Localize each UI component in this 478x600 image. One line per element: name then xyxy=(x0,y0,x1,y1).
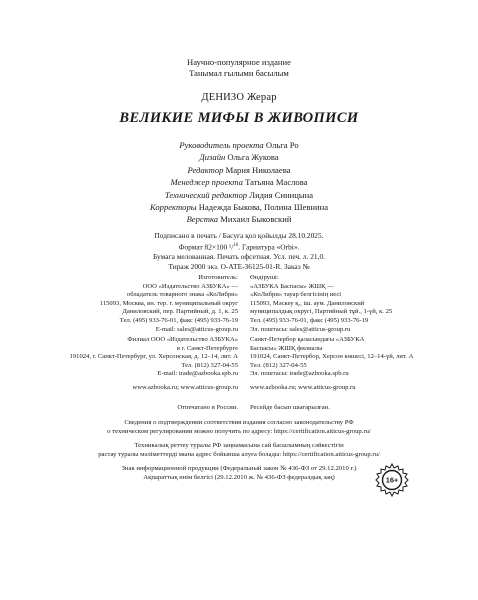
info-mark-ru: Знак информационной продукции (Федеральный закон № 436-ФЗ от 29.12.2010 г.) xyxy=(121,465,357,473)
branch-ru xyxy=(70,336,238,379)
age-rating-badge xyxy=(375,463,409,497)
publisher-ru-line: ООО «Издательство АЗБУКА» — xyxy=(142,282,238,290)
publisher-ru-line: Тел. (495) 933-76-01, факс (495) 933-76-19 xyxy=(119,316,238,324)
publisher-ru-line: обладатель товарного знака «КоЛибри» xyxy=(126,291,238,299)
publisher-ru-email: E-mail: sales@atticus-group.ru xyxy=(155,325,238,333)
print-paper: Бумага мелованная. Печать офсетная. Усл. печ. л. 21,0. xyxy=(152,252,326,262)
branch-ru-email: E-mail: trade@azbooka.spb.ru xyxy=(157,370,238,378)
credits-list xyxy=(0,139,478,226)
conformity-kz-line2: растау туралы мәліметтерді мына адрес бойынша алуға болады: https://certification.atticus-group.ru/ xyxy=(98,450,380,458)
author-name: ДЕНИЗО Жерар xyxy=(201,92,277,103)
branch-ru-line: Тел. (812) 327-04-55 xyxy=(181,361,238,369)
publisher-kz xyxy=(250,274,392,334)
websites-ru: www.azbooka.ru; www.atticus-group.ru xyxy=(132,384,238,391)
branch-kz-line: Баспасы» ЖШҚ филиалы xyxy=(250,344,323,352)
branch-kz-email: Эл. поштасы: trade@azbooka.spb.ru xyxy=(250,370,349,378)
conformity-ru-line2: о техническом регулировании можно получить по адресу: https://certification.atticus-group.ru/ xyxy=(107,427,371,435)
credit-line: Руководитель проекта Ольга Ро xyxy=(179,140,299,150)
publisher-ru-line: Даниловский, пер. Партийный, д. 1, к. 25 xyxy=(122,308,238,316)
print-run: Тираж 2000 экз. О-АТЕ-36125-01-R. Заказ № xyxy=(168,262,310,272)
publisher-ru-line: 115093, Москва, вн. тер. г. муниципальный округ xyxy=(99,299,238,307)
age-rating-frame-icon xyxy=(375,463,409,497)
printed-in-kz: Ресейде басып шығарылған. xyxy=(250,404,330,411)
publisher-ru xyxy=(100,274,238,334)
conformity-kz-line1: Техникалық реттеу туралы РФ заңнамасына сай басылымның сәйкестігін xyxy=(134,442,344,450)
publisher-kz-line: Тел. (495) 933-76-01, факс (495) 933-76-19 xyxy=(250,316,369,324)
conformity-ru-line1: Сведения о подтверждении соответствия издания согласно законодательству РФ xyxy=(124,419,354,426)
websites-kz: www.azbooka.ru; www.atticus-group.ru xyxy=(250,384,356,391)
credit-line: Технический редактор Лидия Синицына xyxy=(164,189,314,200)
publisher-kz-line: «АЗБУКА Баспасы» ЖШҚ — xyxy=(250,282,334,290)
info-mark-kz: Ақпараттық өнім белгісі (29.12.2010 ж. № 436-ФЗ федералдық заң) xyxy=(143,473,335,481)
printed-in-ru: Отпечатано в России. xyxy=(177,404,238,411)
branch-kz-line: Тел. (812) 327-04-55 xyxy=(250,361,307,369)
credit-line: Верстка Михаил Быковский xyxy=(186,214,292,225)
print-date: Подписано в печать / Басуға қол қойылды 28.10.2025. xyxy=(154,231,324,240)
edition-type-ru: Научно-популярное издание xyxy=(187,57,291,67)
edition-type xyxy=(0,57,478,79)
publisher-kz-line: 115093, Мәскеу қ., іш. аум. Даниловский xyxy=(250,299,365,307)
book-title: ВЕЛИКИЕ МИФЫ В ЖИВОПИСИ xyxy=(119,110,359,126)
credit-line: Редактор Мария Николаева xyxy=(187,164,291,175)
age-rating-label: 16+ xyxy=(385,475,399,485)
branch-ru-line: 191024, г. Санкт-Петербург, ул. Херсонская, д. 12–14, лит. А xyxy=(69,353,238,361)
publisher-kz-line: «КоЛибри» тауар белгісінің иесі xyxy=(250,291,342,299)
credit-line: Менеджер проекта Татьяна Маслова xyxy=(170,177,308,188)
branch-ru-line: Филиал ООО «Издательство АЗБУКА» xyxy=(127,336,238,343)
print-format: Формат 82×100 ¹/$^{16}$. Гарнитура «Orbi». xyxy=(178,242,300,252)
publisher-kz-line: муниципалдық округі, Партийный тұй., 1-үй, к. 25 xyxy=(250,308,393,316)
credit-line: Дизайн Ольга Жукова xyxy=(199,152,279,163)
branch-ru-line: в г. Санкт-Петербурге xyxy=(176,344,238,352)
edition-type-kz: Танымал ғылыми басылым xyxy=(189,68,289,78)
credit-line: Корректоры Надежда Быкова, Полина Шевнина xyxy=(149,202,329,213)
print-info xyxy=(0,231,478,272)
publisher-kz-email: Эл. поштасы: sales@atticus-group.ru xyxy=(250,325,351,333)
branch-kz xyxy=(250,336,413,379)
branch-kz-line: 191024, Санкт-Петербор, Херсон көшесі, 12–14-үй, лит. А xyxy=(250,353,414,361)
branch-kz-line: Санкт-Петербор қаласындағы «АЗБУКА xyxy=(250,336,365,343)
publisher-kz-header: Өндіруші: xyxy=(250,274,279,281)
publisher-ru-header: Изготовитель: xyxy=(198,274,238,281)
